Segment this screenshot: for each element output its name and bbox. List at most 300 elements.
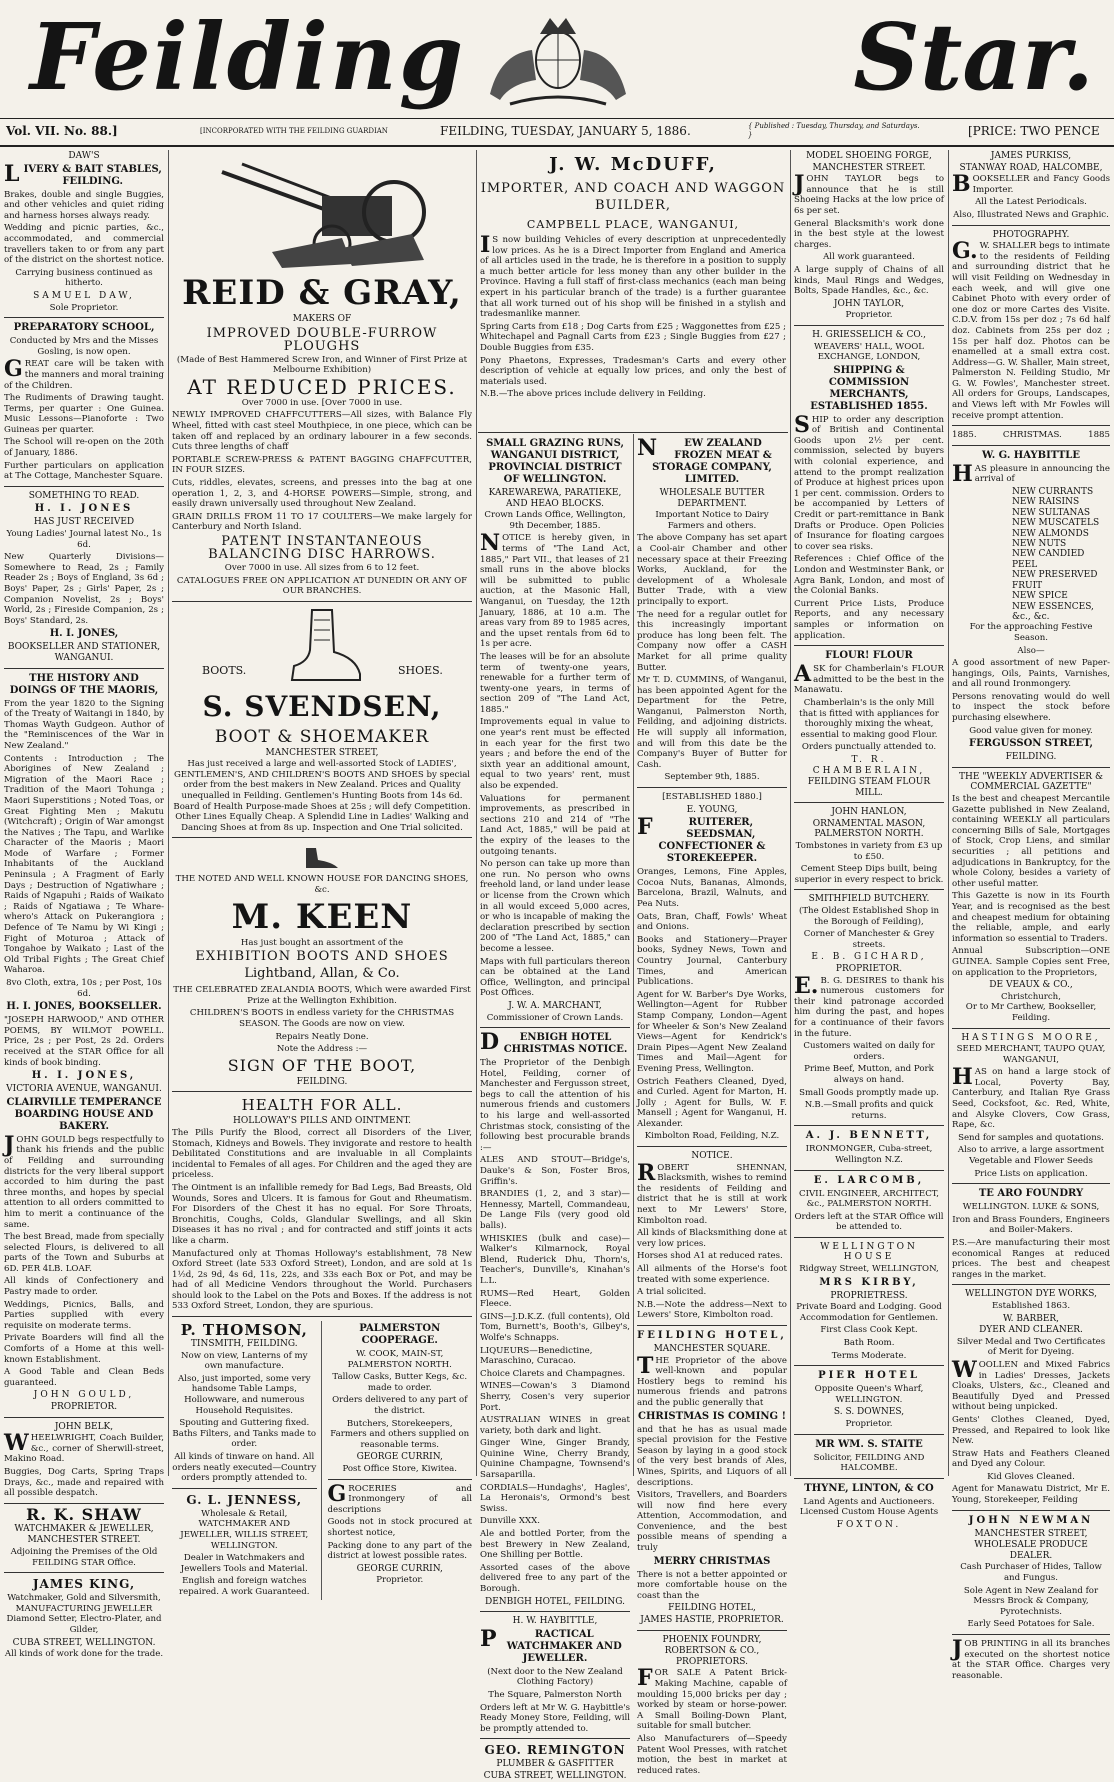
ad-text: Books and Stationery—Prayer books, Sydney News, Town and Country Journal, Canterbury Times, and American Publications. xyxy=(637,934,787,988)
ad-text: PLUMBER & GASFITTER xyxy=(496,1759,614,1770)
ad-signature: FEILDING STEAM FLOUR MILL. xyxy=(807,777,931,798)
ad-text: WATCHMAKER & JEWELLER, xyxy=(14,1523,154,1534)
ad-text: Oats, Bran, Chaff, Fowls' Wheat and Onions. xyxy=(637,911,787,933)
ad-heading: IMPROVED DOUBLE-FURROW PLOUGHS xyxy=(206,325,438,354)
cooperage-ad xyxy=(328,1321,473,1599)
masthead-title-left: Feilding xyxy=(30,3,466,111)
ad-heading: CHRISTMAS IS COMING ! xyxy=(638,1410,786,1422)
ad-text: A Good Table and Clean Beds guaranteed. xyxy=(4,1367,164,1388)
ad-text: Cuts, riddles, elevates, screens, and presses into the bag at one operation 1, 2, 3, and 4-HORSE POWERS—Simple, strong, and easily drawn universally used throughout New Zealand. xyxy=(172,477,472,510)
ad-text: Customers waited on daily for orders. xyxy=(803,1041,935,1062)
ad-text: Buggies, Dog Carts, Spring Traps Drays, &c., made and repaired with all possible despatch. xyxy=(4,1466,164,1499)
banner-year: 1885. xyxy=(952,430,977,441)
ad-text: P.S.—Are manufacturing their most economical Ranges at reduced prices. The best and cheapest ranges in the market. xyxy=(952,1238,1110,1280)
ad-text: Oranges, Lemons, Fine Apples, Cocoa Nuts, Bananas, Almonds, Barcelona, Brazil, Walnuts, and Pea Nuts. xyxy=(637,867,787,909)
ad-text: Silver Medal and Two Certificates of Merit for Dyeing. xyxy=(956,1336,1106,1358)
ad-text: FOR SALE A Patent Brick-Making Machine, capable of moulding 15,000 bricks per day ; worked by steam or horse-power. A Small Boiling-Down Plant, suitable for small butcher. xyxy=(637,1665,787,1732)
ad-text: From the year 1820 to the Signing of the Treaty of Waitangi in 1840, by Thomas Wayth Gudgeon. Author of the "Reminiscences of the War in New Zealand." xyxy=(4,698,164,751)
ad-text: PORTABLE SCREW-PRESS & PATENT BAGGING CHAFFCUTTER, IN FOUR SIZES. xyxy=(172,454,472,476)
ad-text: Has just bought an assortment of the xyxy=(240,937,404,948)
ad-text: Persons renovating would do well to inspect the stock before purchasing elsewhere. xyxy=(952,691,1110,724)
ad-signature: DYER AND CLEANER. xyxy=(979,1325,1083,1336)
ad-text: Manufactured only at Thomas Holloway's establishment, 78 New Oxford Street (late 533 Oxford Street), London, and are sold at 1s 1½d, 2s 9d, 4s 6d, 11s, 22s, and 33s each Box or Pot, and may be had of all Medicine Vendors throughout the World. Purchasers should look to the Label on the Pots and Boxes. If the address is not 533 Oxford Street, London, they are spurious. xyxy=(172,1248,472,1312)
ad-text: Carrying business continued as hitherto. xyxy=(15,267,153,289)
ad-signature: DENBIGH HOTEL, FEILDING. xyxy=(485,1596,625,1607)
ad-signature: GEORGE CURRIN, xyxy=(356,1563,443,1574)
ad-text: Choice Clarets and Champagnes. xyxy=(480,1368,626,1379)
ad-text: JOHN GOULD begs respectfully to thank his friends and the public of Feilding and surrounding districts for the very liberal support accorded to him during the past three months, and hopes by special attention to all orders committed to him to merit a continuance of the same. xyxy=(4,1131,164,1230)
ad-text: Dealer in Watchmakers and Jewellers Tools and Material. xyxy=(180,1553,308,1574)
ad-text: and that he has as usual made special provision for the Festive Season by laying in a good stock of the very best brands of Ales, Wines, Spirits, and Liquors of all descriptions. xyxy=(637,1424,787,1488)
ad-text: Crown Lands Office, Wellington, 9th December, 1885. xyxy=(484,510,626,531)
ad-signature: E. B. GICHARD, xyxy=(811,952,927,963)
ad-text: CATALOGUES FREE ON APPLICATION AT DUNEDIN OR ANY OF OUR BRANCHES. xyxy=(176,575,468,597)
ad-title: PREPARATORY SCHOOL, xyxy=(13,322,155,334)
volume-number: Vol. VII. No. 88.] xyxy=(6,124,118,138)
ad-text: No person can take up more than one run. No person who owns freehold land, or land under lease or license from the Crown which in all would exceed 5,000 acres, or who is incapable of making the declaration prescribed by section 200 of "The Land Act, 1885," can become a lessee. xyxy=(480,859,630,954)
price: [PRICE: TWO PENCE xyxy=(968,124,1100,138)
ad-text: JOHN TAYLOR begs to announce that he is still Shoeing Hacks at the low price of 6s per set. xyxy=(794,171,944,216)
ad-title: G. L. JENNESS, xyxy=(186,1492,303,1507)
ad-text: N.B.—Note the address—Next to Lewers' Store, Kimbolton road. xyxy=(637,1299,787,1321)
ad-signature: PROPRIETOR. xyxy=(835,964,903,974)
ad-signature: Commissioner of Crown Lands. xyxy=(486,1012,624,1023)
banner-year: 1885 xyxy=(1088,430,1110,441)
ad-text: CUBA STREET, WELLINGTON. xyxy=(12,1637,156,1648)
ad-text: Ostrich Feathers Cleaned, Dyed, and Curled. Agent for Marton, H. Jolly ; Agent for Bulls, W. F. Mansell ; Agent for Wanganui, H. Alexander. xyxy=(637,1076,787,1129)
ad-text: Contents : Introduction ; The Aborigines of New Zealand ; Migration of the Maori Race ; Tradition of the Maori Tohunga ; Maori Superstitions ; Noted Toas, or Great Fighting Men ; Makutu (Witchcraft) ; Origin of War amongst the Natives ; The Tapu, and Warlike Character of the Maoris ; Maori Mode of Warfare ; Former Inhabitants of the Auckland Peninsula ; A Fragment of Early Days ; Destruction of Ngatiwhare ; Raids of Ngapuhi ; Raids of Waikato ; Raids of Ngatiawa ; Te Whare-whero's Attack on Pukerangiora ; Defence of Te Namu by Wi Kingi ; Fight of Moturoa ; Attack of Tongahoe by Waikato ; Last of the Old Tribal Fights ; The Great Chief Waharoa. xyxy=(4,753,164,976)
ad-title: W. G. HAYBITTLE xyxy=(982,449,1080,461)
ad-text: Also— xyxy=(1017,645,1045,656)
ad-text: Adjoining the Premises of the Old FEILDING STAR Office. xyxy=(10,1546,158,1568)
ad-title: S. SVENDSEN, xyxy=(202,689,442,723)
column-rule xyxy=(168,150,169,1476)
ad-title: JOHN HANLON, xyxy=(831,807,907,818)
ad-title: JAMES KING, xyxy=(32,1577,136,1592)
ad-text: Iron and Brass Founders, Engineers and Boiler-Makers. xyxy=(952,1214,1110,1236)
ad-text: The School will re-open on the 20th of January, 1886. xyxy=(4,437,164,459)
ad-list: NEW CURRANTS NEW RAISINS NEW SULTANAS NEW MUSCATELS NEW ALMONDS NEW NUTS NEW CANDIED PEEL NEW PRESERVED FRUIT NEW SPICE NEW ESSENCES, &c., &c. xyxy=(1012,487,1100,622)
ad-heading: AT REDUCED PRICES. xyxy=(187,374,457,399)
ad-text: "JOSEPH HARWOOD," AND OTHER POEMS, BY WILMOT POWELL. Price, 2s ; per Post, 2s 2d. Orders received at the STAR Office for all kinds of book binding. xyxy=(4,1015,164,1068)
ad-title: HASTINGS MOORE, xyxy=(961,1032,1101,1043)
ad-heading: WHOLESALE BUTTER DEPARTMENT. xyxy=(659,488,765,509)
ad-text: Packing done to any part of the district at lowest possible rates. xyxy=(327,1540,472,1562)
ad-title: CLAIRVILLE TEMPERANCE BOARDING HOUSE AND BAKERY. xyxy=(6,1096,162,1132)
ad-text: Valuations for permanent improvements, as prescribed in sections 210 and 214 of "The Land Act, 1885," will be paid at the expiry of the leases to the outgoing tenants. xyxy=(480,793,630,857)
boots-label: BOOTS. xyxy=(202,663,247,677)
ad-text: The Rudiments of Drawing taught. Terms, per quarter : One Guinea. Music Lessons—Pianoforte : Two Guineas per quarter. xyxy=(4,393,164,435)
masthead xyxy=(0,0,1114,118)
ad-text: MANCHESTER STREET. xyxy=(812,162,926,173)
ad-text: Has just received a large and well-assorted Stock of LADIES', GENTLEMEN'S, AND CHILDREN'S BOOTS AND SHOES by special order from the best makers in New Zealand. Prices and Quality unequalled in Feilding. Gentlemen's Hunting Boots from 14s 6d. Board of Health Purpose-made Shoes at 25s ; will defy Competition. Other Lines Equally Cheap. A Splendid Line in Ladies' Walking and Dancing Shoes at from 8s up. Inspection and One Trial solicited. xyxy=(173,759,471,833)
ad-text: Established 1863. xyxy=(991,1300,1071,1311)
ad-title: FLOUR! FLOUR xyxy=(825,650,913,662)
column-rule xyxy=(476,150,477,1476)
ad-text: WELLINGTON. LUKE & SONS, xyxy=(962,1202,1100,1213)
ad-text: A good assortment of new Paper-hangings, Oils, Paints, Varnishes, and all round Ironmongery. xyxy=(952,658,1110,690)
ad-text: SEED MERCHANT, TAUPO QUAY, WANGANUI, xyxy=(956,1044,1106,1065)
ad-signature: S. S. DOWNES, xyxy=(833,1407,905,1418)
ad-title: REID & GRAY, xyxy=(182,273,462,313)
ad-text: First Class Cook Kept. xyxy=(820,1325,918,1336)
ad-text: ROBERTSON & CO., PROPRIETORS. xyxy=(664,1646,760,1667)
ad-text: Corner of Manchester & Grey streets. xyxy=(803,929,935,950)
ad-text: The Proprietor of the Denbigh Hotel, Feilding, corner of Manchester and Fergusson street, begs to call the attention of his numerous friends and customers to his large and well-assorted Christmas stock, consisting of the following best procurable brands :— xyxy=(480,1058,630,1153)
ad-title: P. THOMSON, xyxy=(180,1321,308,1340)
ad-text: Or to Mr Carthew, Bookseller, Feilding. xyxy=(965,1002,1097,1023)
ad-title: PALMERSTON COOPERAGE. xyxy=(359,1323,441,1347)
ad-text: A trial solicited. xyxy=(637,1287,707,1298)
ad-title: WHEELWRIGHT, Coach Builder, &c., corner of Sherwill-street, Makino Road. xyxy=(4,1430,164,1465)
ad-text: English and foreign watches repaired. A work Guaranteed. xyxy=(179,1576,310,1597)
column-rule xyxy=(478,432,788,433)
ad-signature: J. W. A. MARCHANT, xyxy=(508,1000,602,1011)
ad-text: All kinds of tinware on hand. All orders neatly executed—Country orders promptly attended to. xyxy=(172,1452,317,1484)
ad-title: SMALL GRAZING RUNS, WANGANUI DISTRICT, PROVINCIAL DISTRICT OF WELLINGTON. xyxy=(486,438,624,485)
ad-text: Young Ladies' Journal latest No., 1s 6d. xyxy=(6,529,162,550)
ad-text: For the approaching Festive Season. xyxy=(969,622,1093,643)
ad-text: MANCHESTER STREET, xyxy=(974,1528,1088,1539)
ad-text: Prime Beef, Mutton, and Pork always on hand. xyxy=(804,1064,934,1085)
ad-text: Cement Steep Dips built, being superior in every respect to brick. xyxy=(794,864,944,885)
ad-title: A. J. BENNETT, xyxy=(805,1130,933,1142)
ad-title: THE HISTORY AND DOINGS OF THE MAORIS, xyxy=(9,672,159,696)
ad-heading: SHIPPING & COMMISSION MERCHANTS, ESTABLISHED 1855. xyxy=(810,364,928,412)
ad-text: GINS—J.D.K.Z. (full contents), Old Tom, Burnett's, Booth's, Gilbey's, Wolfe's Schnapps. xyxy=(480,1311,630,1343)
ad-text: Lightband, Allan, & Co. xyxy=(244,966,400,982)
ad-text: All the Latest Periodicals. xyxy=(975,197,1087,208)
ad-heading: JOHN BELK, xyxy=(54,1421,114,1432)
ad-text: JOB PRINTING in all its branches executed on the shortest notice at the STAR Office. Charges very reasonable. xyxy=(952,1636,1110,1681)
ad-text: All kinds of Blacksmithing done at very low prices. xyxy=(637,1228,787,1249)
ad-text: Butchers, Storekeepers, Farmers and others supplied on reasonable terms. xyxy=(330,1418,470,1450)
masthead-title-right: Star. xyxy=(853,3,1094,111)
ad-text: BRANDIES (1, 2, and 3 star)—Hennessy, Martell, Commandeau, De Lange Fils (very good old balls). xyxy=(480,1189,630,1231)
ad-text: Chamberlain's is the only Mill that is fitted with appliances for thoroughly mixing the wheat, essential to making good Flour. xyxy=(799,697,939,740)
ad-title: H. I. JONES, xyxy=(49,628,119,640)
ad-text: September 9th, 1885. xyxy=(664,772,760,783)
ad-text: WINES—Cowan's 3 Diamond Sherry, Cosen's very superior Port. xyxy=(480,1381,630,1413)
ad-text: (Made of Best Hammered Screw Iron, and Winner of First Prize at Melbourne Exhibition) xyxy=(176,354,468,376)
ad-text: Current Price Lists, Produce Reports, and any necessary samples or information on application. xyxy=(794,598,944,641)
ad-signature: FEILDING. xyxy=(1005,752,1057,763)
ad-heading: SIGN OF THE BOOT, xyxy=(227,1055,417,1075)
ad-signature: T. R. CHAMBERLAIN, xyxy=(812,754,926,776)
publication-days: { Published : Tuesday, Thursday, and Saturdays. } xyxy=(748,122,920,139)
boots-block xyxy=(172,606,472,686)
ad-text: BOOKSELLER AND STATIONER, WANGANUI. xyxy=(7,642,161,663)
ad-text: G.W. SHALLER begs to intimate to the residents of Feilding and surrounding district that he will visit Feilding on Wednesday in each week, and will give one Cabinet Photo with every order of one doz or more Cartes des Visite. C.D.V. from 15s per doz ; 7s 6d half doz. Cabinets from 25s per doz ; 15s per half doz. Photos can be enamelled at a small extra cost. Address—G. W. Shaller, Main street, Palmerston N. Feilding Studio, Mr G. W. Fowles', Manchester street. All orders for Groups, Landscapes, and Views left with Mr Fowles will receive prompt attention. xyxy=(952,238,1110,421)
ad-title: R. K. SHAW xyxy=(26,1504,142,1524)
ad-text: Orders delivered to any part of the district. xyxy=(332,1395,468,1417)
ad-text: (The Oldest Established Shop in the Borough of Feilding), xyxy=(798,906,940,927)
ad-signature: Christchurch, xyxy=(1001,991,1061,1002)
ad-title: H. I. JONES xyxy=(34,503,134,515)
ad-text: LIQUEURS—Benedictine, Maraschino, Curacao. xyxy=(480,1345,593,1367)
ad-title: JAMES PURKISS, xyxy=(990,151,1072,161)
ad-text: HAS on hand a large stock of Local, Poverty Bay, Canterbury, and Italian Rye Grass Seed, Cocksfoot, &c. Red, White, and Alsyke Clovers, Cow Grass, Rape, &c. xyxy=(952,1064,1110,1131)
ad-text: Sole Agent in New Zealand for Messrs Brock & Company, Pyrotechnists. xyxy=(963,1585,1099,1617)
ad-title: GEORGE CURRIN, xyxy=(356,1452,443,1463)
column-5 xyxy=(794,150,944,1530)
ad-title: J. W. McDUFF, xyxy=(549,154,717,175)
ad-signature: W. BARBER, xyxy=(1002,1313,1060,1324)
ad-text: Weddings, Picnics, Balls, and Parties supplied with every requisite on moderate terms. xyxy=(4,1299,164,1331)
shoes-label: SHOES. xyxy=(398,663,443,677)
ad-signature: JOHN GOULD, xyxy=(33,1390,135,1401)
ad-text: The above Company has set apart a Cool-air Chamber and other necessary space at their Freezing Works, Auckland, for the development of a Wholesale Butter Trade, with a view principally to export. xyxy=(637,533,787,607)
ad-signature: JOHN TAYLOR, xyxy=(833,298,905,309)
ad-text: N.B.—Small profits and quick returns. xyxy=(804,1100,934,1121)
ad-text: CAMPBELL PLACE, WANGANUI, xyxy=(526,218,740,231)
ad-title: DENBIGH HOTEL CHRISTMAS NOTICE. xyxy=(480,1029,628,1056)
ad-text: Also, Illustrated News and Graphic. xyxy=(953,209,1109,220)
ad-text: FEILDING. xyxy=(296,1076,348,1087)
ad-title: H. GRIESSELICH & CO., xyxy=(812,329,926,340)
banner-title: CHRISTMAS. xyxy=(1002,430,1062,441)
ad-text: The Ointment is an infallible remedy for Bad Legs, Bad Breasts, Old Wounds, Sores and Ulcers. It is famous for Gout and Rheumatism. For Disorders of the Chest it has no equal. For Sore Throats, Bronchitis, Coughs, Colds, Glandular Swellings, and all Skin Diseases it has no rival ; and for contracted and stiff joints it acts like a charm. xyxy=(172,1182,472,1246)
ad-text: The best Bread, made from specially selected Flours, is delivered to all parts of the Town and Suburbs at 6D. PER 4LB. LOAF. xyxy=(4,1232,164,1274)
ad-text: RUMS—Red Heart, Golden Fleece. xyxy=(480,1288,630,1310)
ad-text: Orders left at the STAR Office will be attended to. xyxy=(794,1211,944,1233)
ad-signature: FEILDING HOTEL, xyxy=(668,1603,756,1614)
mcduff-block xyxy=(480,150,786,430)
ad-text: BOOKSELLER and Fancy Goods Importer. xyxy=(952,171,1110,198)
ad-title: H. I. JONES, xyxy=(31,1070,137,1082)
ad-title: H. I. JONES, BOOKSELLER. xyxy=(6,1001,162,1013)
ad-text: Orders left at Mr W. G. Haybittle's Ready Money Store, Feilding, will be promptly attended to. xyxy=(480,1702,630,1734)
ad-heading: KAREWAREWA, PARATIEKE, AND HEAO BLOCKS. xyxy=(488,488,622,509)
ad-text: Brakes, double and single Buggies, and other vehicles and quiet riding and harness horses always ready. xyxy=(4,189,164,221)
ad-text: All kinds of work done for the trade. xyxy=(4,1649,164,1660)
ad-text: Post Office Store, Kiwitea. xyxy=(342,1464,458,1474)
ad-title: GEO. REMINGTON xyxy=(484,1743,626,1758)
ad-text: New Quarterly Divisions—Somewhere to Read, 2s ; Family Reader 2s ; Boys of England, 3s 6d ; Boys' Paper, 2s ; Girls' Paper, 2s ; Companion Novelist, 2s ; Boys' World, 2s ; Fireside Companion, 2s ; Boys' Standard, 2s. xyxy=(4,552,164,626)
ad-text: Also, just imported, some very handsome Table Lamps, Hollowware, and numerous Household Requisites. xyxy=(178,1373,311,1416)
ad-text: Agent for Manawatu District, Mr E. Young, Storekeeper, Feilding xyxy=(952,1484,1110,1506)
ad-title: MODEL SHOEING FORGE, xyxy=(806,151,932,161)
ad-heading: WHOLESALE PRODUCE DEALER. xyxy=(974,1540,1088,1561)
ad-text: GREAT care will be taken with the manners and moral training of the Children. xyxy=(4,356,164,391)
ad-text: MANCHESTER STREET, xyxy=(265,747,379,758)
ad-title: PHOENIX FOUNDRY, xyxy=(662,1634,762,1645)
ad-heading: BOOT & SHOEMAKER xyxy=(214,726,430,747)
ad-text: Bath Room. xyxy=(843,1338,895,1349)
ad-text: Agent for W. Barber's Dye Works, Wellington—Agent for Rubber Stamp Company, London—Agent for Wheeler & Son's New Zealand Views—Agent for Kendrick's Drain Pipes—Agent New Zealand Times and Mail—Agent for Evening Press, Wellington. xyxy=(637,989,787,1074)
ad-text: A large supply of Chains of all kinds, Maul Rings and Wedges, Bolts, Spade Handles, &c., &c. xyxy=(794,264,944,297)
column-3 xyxy=(480,436,630,1781)
ad-text: Horses shod A1 at reduced rates. xyxy=(637,1251,783,1262)
ad-text: The need for a regular outlet for this increasingly important produce has long been felt. The Company now offer a CASH Market for all prime quality Butter. xyxy=(637,609,787,673)
ad-text: VICTORIA AVENUE, WANGANUI. xyxy=(6,1084,162,1095)
ad-title: HEALTH FOR ALL. xyxy=(241,1096,403,1115)
ad-text: Mr T. D. CUMMINS, of Wanganui, has been appointed Agent for the Department for the Petre, Wanganui, Palmerston North, Feilding, and adjoining districts. He will supply all information, and will from this date be the Company's Buyer of Butter for Cash. xyxy=(637,675,787,770)
ad-text: TINSMITH, FEILDING. xyxy=(190,1339,298,1350)
thomson-ad xyxy=(172,1321,322,1599)
ad-text: Is the best and cheapest Mercantile Gazette published in New Zealand, containing WEEKLY all particulars concerning Bills of Sale, Mortgages of Stock, Crop Liens, and similar securities ; all petitions and adjudications in Bankruptcy, for the whole Colony, besides a variety of other useful matter. xyxy=(952,794,1110,889)
ad-title: SOMETHING TO READ. xyxy=(28,490,140,501)
ad-text: N.B.—The above prices include delivery in Feilding. xyxy=(480,389,706,400)
ad-title: TE ARO FOUNDRY xyxy=(978,1188,1084,1200)
ad-text: Private Boarders will find all the Comforts of a Home at this well-known Establishment. xyxy=(4,1333,164,1365)
ad-signature: JAMES HASTIE, PROPRIETOR. xyxy=(640,1615,784,1626)
ad-text: Land Agents and Auctioneers. Licensed Custom House Agents xyxy=(799,1496,939,1518)
ad-text: Further particulars on application at The Cottage, Manchester Square. xyxy=(4,460,164,482)
ad-text: Wholesale & Retail, WATCHMAKER AND JEWELLER, WILLIS STREET, WELLINGTON. xyxy=(180,1508,309,1551)
ad-title: NOTICE. xyxy=(691,1151,733,1162)
shoe-illustration xyxy=(302,842,342,872)
ad-text: WEAVERS' HALL, WOOL EXCHANGE, LONDON, xyxy=(813,341,925,363)
ad-text: All kinds of Confectionery and Pastry made to order. xyxy=(4,1276,164,1298)
ad-text: Tombstones in variety from £3 up to £50. xyxy=(795,841,943,862)
ad-signature: Sole Proprietor. xyxy=(49,302,119,313)
ad-text: Goods not in stock procured at shortest notice, xyxy=(327,1517,472,1538)
ad-text: Terms Moderate. xyxy=(831,1350,907,1361)
ad-text: Straw Hats and Feathers Cleaned and Dyed any Colour. xyxy=(952,1448,1110,1470)
ad-text: CORDIALS—Hundaghs', Hagles', La Heronais's, Ormond's best Swiss. xyxy=(480,1482,630,1514)
ad-title: SMITHFIELD BUTCHERY. xyxy=(808,894,930,905)
ad-heading: DAW'S xyxy=(68,151,100,161)
ad-text: E.B. G. DESIRES to thank his numerous customers for their kind patronage accorded him during the past, and hopes for a continuance of their favors in the future. xyxy=(794,972,944,1039)
ad-text: GRAIN DRILLS FROM 11 TO 17 COULTERS—We make largely for Canterbury and North Island. xyxy=(172,511,472,533)
two-up-ads xyxy=(172,1321,472,1599)
ad-title: E. LARCOMB, xyxy=(813,1174,925,1186)
ad-text: Also Manufacturers of—Speedy Patent Wool Presses, with ratchet motion, the best in market at reduced rates. xyxy=(637,1733,787,1776)
ad-text: Solicitor, FEILDING AND HALCOMBE. xyxy=(813,1452,925,1474)
ad-title: H. W. HAYBITTLE, xyxy=(512,1616,598,1627)
ad-text: Cash Purchaser of Hides, Tallow and Fungus. xyxy=(960,1562,1102,1584)
ad-text: Orders punctually attended to. xyxy=(801,742,937,753)
ad-title: M. KEEN xyxy=(231,896,413,937)
ad-text: PROPRIETRESS. xyxy=(830,1290,908,1301)
ad-text: Visitors, Travellers, and Boarders will now find here every Attention, Accommodation, and Convenience, and the best possible means of spending a truly xyxy=(637,1490,787,1554)
ad-signature: Proprietor. xyxy=(376,1575,424,1586)
ad-text: Wedding and picnic parties, &c., accommodated, and commercial travellers taken to or from any part of the district on the shortest notice. xyxy=(4,223,165,266)
ad-text: CHILDREN'S BOOTS in endless variety for the CHRISTMAS SEASON. The Goods are now on view. xyxy=(189,1008,455,1029)
ad-signature: SAMUEL DAW, xyxy=(33,290,135,301)
column-4 xyxy=(637,435,787,1776)
ad-heading: IMPORTER, AND COACH AND WAGGON BUILDER, xyxy=(480,181,786,213)
boot-illustration xyxy=(284,606,364,684)
ad-text: SHIP to order any description of British and Continental Goods upon 2½ per cent. commission, selected by buyers with colonial experience, and attend to the prompt realization of Produce at highest prices upon 1 per cent. commission. Orders to be accompanied by Letters of Credit or part-remittance in Bank Drafts or Produce. Open Policies of Insurance for floating cargoes to cover sea risks. xyxy=(794,411,944,552)
ad-text: Important Notice to Dairy Farmers and others. xyxy=(655,510,769,531)
ad-text: References : Chief Office of the London and Westminster Bank, or Agra Bank, London, and most of the Colonial Banks. xyxy=(794,554,944,597)
column-2 xyxy=(172,150,472,1597)
column-1 xyxy=(4,150,165,1660)
ad-text: Spouting and Guttering fixed. Baths Filters, and Tanks made to order. xyxy=(172,1418,317,1450)
ad-text: THE CELEBRATED ZEALANDIA BOOTS, Which were awarded First Prize at the Wellington Exhibition. xyxy=(173,985,471,1006)
ad-text: Also to arrive, a large assortment Vegetable and Flower Seeds xyxy=(957,1145,1105,1167)
ad-text: Now on view, Lanterns of my own manufacture. xyxy=(181,1350,308,1372)
dateline xyxy=(0,118,1114,147)
ad-text: Note the Address :— xyxy=(276,1044,368,1055)
ad-signature: FERGUSSON STREET, xyxy=(969,738,1093,750)
ad-text: FOXTON. xyxy=(836,1519,902,1530)
ad-text: All work guaranteed. xyxy=(823,252,915,263)
ad-title: FEILDING HOTEL, xyxy=(637,1329,787,1341)
ad-title: PIER HOTEL xyxy=(818,1370,920,1382)
ad-text: Dunville XXX. xyxy=(480,1516,540,1527)
ad-text: Opposite Queen's Wharf, WELLINGTON. xyxy=(814,1384,924,1405)
place-date: FEILDING, TUESDAY, JANUARY 5, 1886. xyxy=(440,124,691,138)
ad-text: Kimbolton Road, Feilding, N.Z. xyxy=(644,1131,780,1142)
ad-text: Small Goods promptly made up. xyxy=(799,1087,939,1098)
ad-text: AUSTRALIAN WINES in great variety, both dark and light. xyxy=(480,1415,630,1436)
ad-signature: Proprietor. xyxy=(845,310,893,321)
ad-signature: PROPRIETOR. xyxy=(50,1402,118,1412)
ad-text: The leases will be for an absolute term of twenty-one years, renewable for a further term of twenty-one years, in terms of section 209 of "The Land Act, 1885." xyxy=(480,651,630,715)
ad-heading: HOLLOWAY'S PILLS AND OINTMENT. xyxy=(233,1116,411,1127)
ad-text: Over 7000 in use. All sizes from 6 to 12 feet. xyxy=(224,562,420,573)
ad-text: IS now building Vehicles of every description at unprecedentedly low prices. As he is a Direct Importer from England and America of all articles used in the trade, he is therefore in a position to supply a much better article for less money than any other builder in the Province. Having a full staff of first-class mechanics (each man being expert in his particular branch of the trade) is a further guarantee that all work turned out of his shop will be finished in a stylish and tradesmanlike manner. xyxy=(480,232,786,320)
ad-text: NOTICE is hereby given, in terms of "The Land Act, 1885," Part VII., that leases of 21 small runs in the above blocks will be submitted to public auction, at the Masonic Hall, Wanganui, on Tuesday, the 12th January, 1886, at 10 a.m. The areas vary from 89 to 1985 acres, and the upset rentals from 6d to 1s per acre. xyxy=(480,530,630,650)
ad-text: IRONMONGER, Cuba-street, Wellington N.Z. xyxy=(805,1144,933,1165)
ad-text: [ESTABLISHED 1880.] xyxy=(662,792,762,803)
ad-text: Ginger Wine, Ginger Brandy, Quinine Wine, Cherry Brandy, Quinine Champagne, Townsend's Sarsaparilla. xyxy=(480,1438,630,1481)
ad-text: Improvements equal in value to one year's rent must be effected in each year for the first two years ; and before the end of the sixth year an additional amount, equal to two years' rent, must also be expended. xyxy=(480,717,630,792)
ad-heading: FRUITERER, SEEDSMAN, CONFECTIONER & STOREKEEPER. xyxy=(637,814,766,865)
ad-text: WOOLLEN and Mixed Fabrics in Ladies' Dresses, Jackets Cloaks, Ulsters, &c., Cleaned and Beautifully Dyed and Pressed without being unpicked. xyxy=(952,1356,1110,1413)
ad-text: CIVIL ENGINEER, ARCHITECT, &c., PALMERSTON NORTH. xyxy=(799,1188,939,1210)
ad-title: E. YOUNG, xyxy=(686,804,738,815)
ad-title: JOHN NEWMAN xyxy=(968,1514,1094,1526)
ad-title: THYNE, LINTON, & CO xyxy=(804,1482,934,1494)
ad-text: Maps with full particulars thereon can be obtained at the Land Office, Wellington, and principal Post Offices. xyxy=(480,956,630,999)
ad-text: The Square, Palmerston North xyxy=(488,1689,622,1700)
ad-text: Early Seed Potatoes for Sale. xyxy=(967,1619,1095,1630)
ad-heading: ORNAMENTAL MASON, PALMERSTON NORTH. xyxy=(812,818,926,840)
ad-text: 8vo Cloth, extra, 10s ; per Post, 10s 6d. xyxy=(6,978,162,999)
ad-text: All ailments of the Horse's foot treated with some experience. xyxy=(637,1264,787,1285)
ad-text: There is not a better appointed or more comfortable house on the coast than the xyxy=(637,1569,787,1601)
ad-text: General Blacksmith's work done in the best style at the lowest charges. xyxy=(794,218,944,250)
ad-text: Watchmaker, Gold and Silversmith, MANUFACTURING JEWELLER Diamond Setter, Electro-Plater, and Gilder, xyxy=(6,1593,162,1635)
ad-text: Spring Carts from £18 ; Dog Carts from £25 ; Waggonettes from £25 ; Whitechapel and Pagnall Carts from £23 ; Single Buggies from £27 ; Double Buggies from £35. xyxy=(480,321,786,353)
ad-text: Good value given for money. xyxy=(969,725,1093,736)
column-6 xyxy=(952,150,1110,1681)
ad-title: NEW ZEALAND FROZEN MEAT & STORAGE COMPANY, LIMITED. xyxy=(637,435,772,485)
ad-text: W. COOK, MAIN-ST, PALMERSTON NORTH. xyxy=(347,1349,452,1370)
ad-text: Price Lists on application. xyxy=(974,1168,1088,1179)
incorporation-note: [INCORPORATED WITH THE FEILDING GUARDIAN xyxy=(200,127,388,135)
ad-text: HAS pleasure in announcing the arrival of xyxy=(952,460,1110,487)
ad-text: Annual Subscription—ONE GUINEA. Sample Copies sent Free, on application to the Proprietors, xyxy=(952,946,1110,978)
ad-title: PHOTOGRAPHY. xyxy=(992,229,1070,240)
ad-text: Ridgway Street, WELLINGTON, xyxy=(799,1264,939,1275)
ad-heading: PRACTICAL WATCHMAKER AND JEWELLER. xyxy=(480,1625,622,1664)
ad-text: Send for samples and quotations. xyxy=(958,1132,1104,1143)
ad-heading: PATENT INSTANTANEOUS BALANCING DISC HARROWS. xyxy=(208,533,436,562)
ad-text: ALES AND STOUT—Bridge's, Dauke's & Son, Foster Bros, Griffin's. xyxy=(480,1155,630,1187)
column-rule xyxy=(790,150,791,1476)
ad-text: Tallow Casks, Butter Kegs, &c. made to order. xyxy=(332,1372,468,1393)
ad-text: THE NOTED AND WELL KNOWN HOUSE FOR DANCING SHOES, &c. xyxy=(175,874,469,896)
ad-title: WELLINGTON HOUSE xyxy=(820,1241,918,1263)
ad-text: The Pills Purify the Blood, correct all Disorders of the Liver, Stomach, Kidneys and Bowels. They invigorate and restore to health Debilitated Constitutions and are invaluable in all Complaints incidental to Females of all ages. For Children and the aged they are priceless. xyxy=(172,1127,472,1181)
ad-heading: MERRY CHRISTMAS xyxy=(653,1555,771,1567)
ad-text: MAKERS OF xyxy=(292,314,352,324)
crest-illustration xyxy=(470,4,646,108)
ad-text: STANWAY ROAD, HALCOMBE, xyxy=(959,162,1103,173)
ad-text: WHISKIES (bulk and case)—Walker's Kilmarnock, Royal Blend, Ruderick Dhu, Thorn's, Teacher's, Dunville's, Kinahan's L.L. xyxy=(480,1233,630,1286)
ad-title: MRS KIRBY, xyxy=(819,1276,919,1288)
ad-signature: DE VEAUX & CO., xyxy=(989,980,1073,991)
ad-text: Conducted by Mrs and the Misses Gosling, is now open. xyxy=(9,336,159,357)
ad-text: Pony Phaetons, Expresses, Tradesman's Carts and every other description of vehicle at equally low prices, and only the best of materials used. xyxy=(480,355,786,387)
plough-illustration xyxy=(212,152,432,272)
ad-text: THE Proprietor of the above well-known and popular Hostlery begs to remind his numerous friends and patrons and the public generally that xyxy=(637,1352,787,1408)
